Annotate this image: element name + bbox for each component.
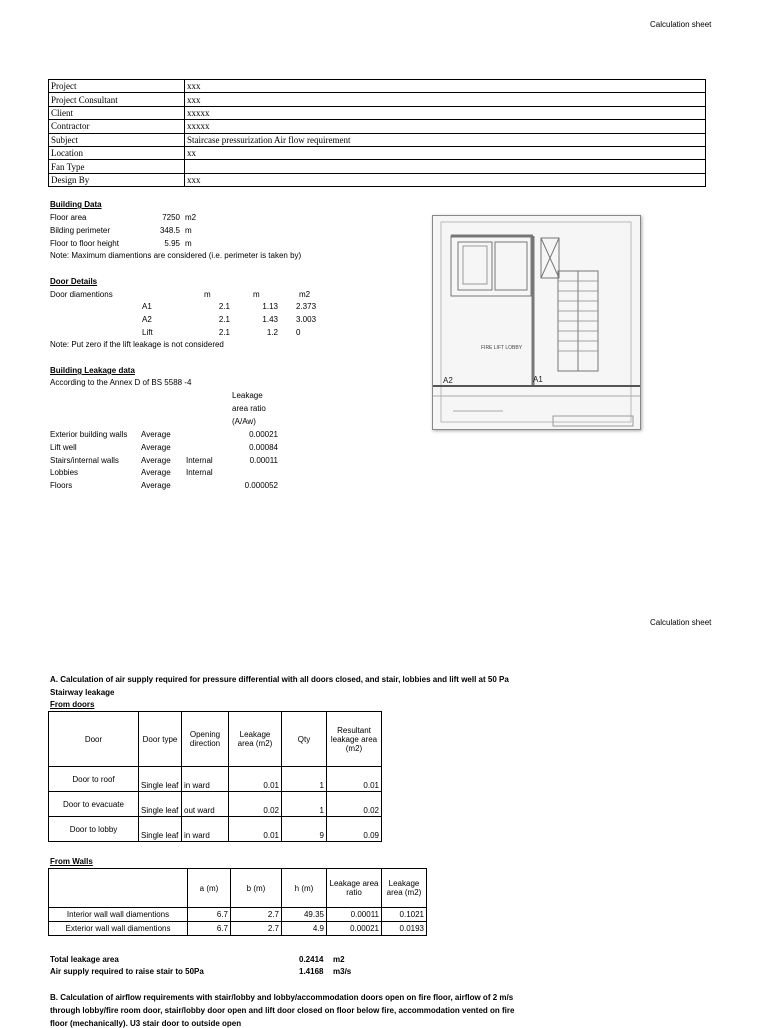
leakage-col-head-3: (A/Aw) xyxy=(232,417,256,426)
door-row-name: Lift xyxy=(142,328,153,337)
door-unit-w: m xyxy=(253,290,260,299)
door-unit-a: m2 xyxy=(299,290,311,299)
floor-plan-image xyxy=(432,215,641,430)
leakage-row-value: 0.00021 xyxy=(249,430,278,439)
door-row-height: 2.1 xyxy=(218,315,230,324)
project-row xyxy=(49,173,706,186)
door-row-width: 1.2 xyxy=(266,328,278,337)
door-table-cell: 9 xyxy=(282,817,327,842)
door-table-cell: 0.09 xyxy=(327,817,382,842)
door-table-cell: out ward xyxy=(182,792,229,817)
total-leakage-label: Total leakage area xyxy=(50,955,119,964)
building-row-label: Floor to floor height xyxy=(50,239,119,248)
wall-table-cell: 0.0193 xyxy=(382,922,427,936)
door-a2-label: A2 xyxy=(443,376,453,385)
leakage-row-label: Lift well xyxy=(50,443,77,452)
wall-table-cell: 2.7 xyxy=(231,908,282,922)
door-row-width: 1.13 xyxy=(262,302,278,311)
project-row-label: Location xyxy=(49,146,185,159)
door-table-cell: in ward xyxy=(182,767,229,792)
door-row-area: 3.003 xyxy=(296,315,317,324)
leakage-row-class: Average xyxy=(141,430,171,439)
door-unit-h: m xyxy=(204,290,211,299)
lobby-label: FIRE LIFT LOBBY xyxy=(481,345,523,351)
building-row-label: Floor area xyxy=(50,213,87,222)
wall-table-header: h (m) xyxy=(282,869,327,908)
project-row-label: Subject xyxy=(49,133,185,146)
project-row xyxy=(49,146,706,159)
door-dimensions-label: Door diamentions xyxy=(50,290,113,299)
wall-table-cell: 2.7 xyxy=(231,922,282,936)
wall-table-cell: Exterior wall wall diamentions xyxy=(49,922,188,936)
project-row xyxy=(49,93,706,106)
door-table-header: Door type xyxy=(139,712,182,767)
door-table-cell: 1 xyxy=(282,792,327,817)
door-row-height: 2.1 xyxy=(218,328,230,337)
door-table-header: Qty xyxy=(282,712,327,767)
project-row-label: Project xyxy=(49,80,185,93)
project-row-value: xx xyxy=(185,146,706,159)
wall-table-header: Leakage area ratio xyxy=(327,869,382,908)
door-row-area: 2.373 xyxy=(296,302,317,311)
project-row xyxy=(49,160,706,173)
door-table-header: Resultant leakage area (m2) xyxy=(327,712,382,767)
project-row xyxy=(49,106,706,119)
leakage-row-label: Exterior building walls xyxy=(50,430,128,439)
building-row-unit: m xyxy=(185,226,192,235)
door-table-cell: 0.02 xyxy=(229,792,282,817)
sheet-header-2: Calculation sheet xyxy=(650,618,712,627)
floor-plan-drawing xyxy=(433,216,640,429)
section-a-title: A. Calculation of air supply required for pressure differential with all doors closed, and stair, lobbies and lift well at 50 Pa xyxy=(50,675,509,684)
wall-table-cell: 0.1021 xyxy=(382,908,427,922)
total-leakage-value: 0.2414 xyxy=(299,955,324,964)
door-table-cell: Single leaf xyxy=(139,792,182,817)
leakage-row-type: Internal xyxy=(186,468,213,477)
wall-table-cell: 4.9 xyxy=(282,922,327,936)
wall-table-cell: 49.35 xyxy=(282,908,327,922)
door-table-cell: 0.02 xyxy=(327,792,382,817)
building-note: Note: Maximum diamentions are considered (i.e. perimeter is taken by) xyxy=(50,251,302,260)
leakage-col-head-2: area ratio xyxy=(232,404,266,413)
door-table-header: Leakage area (m2) xyxy=(229,712,282,767)
leakage-row-class: Average xyxy=(141,443,171,452)
total-leakage-unit: m2 xyxy=(333,955,345,964)
project-row xyxy=(49,80,706,93)
project-row-value xyxy=(185,160,706,173)
door-table-row xyxy=(49,817,382,842)
door-details-title: Door Details xyxy=(50,277,98,286)
door-table-row xyxy=(49,792,382,817)
project-row-label: Project Consultant xyxy=(49,93,185,106)
leakage-subtitle: According to the Annex D of BS 5588 -4 xyxy=(50,378,192,387)
wall-table-cell: 0.00011 xyxy=(327,908,382,922)
building-row-value: 5.95 xyxy=(164,239,180,248)
door-table-header: Opening direction xyxy=(182,712,229,767)
door-row-height: 2.1 xyxy=(218,302,230,311)
leakage-row-label: Floors xyxy=(50,481,73,490)
door-table-cell: 1 xyxy=(282,767,327,792)
leakage-row-class: Average xyxy=(141,481,171,490)
door-table-cell: Door to lobby xyxy=(49,817,139,842)
project-row-label: Contractor xyxy=(49,120,185,133)
door-row-name: A2 xyxy=(142,315,152,324)
project-row-value: xxx xyxy=(185,93,706,106)
section-b-line-3: floor (mechanically). U3 stair door to outside open xyxy=(50,1019,242,1028)
wall-table-header: Leakage area (m2) xyxy=(382,869,427,908)
leakage-row-label: Lobbies xyxy=(50,468,79,477)
wall-table-row xyxy=(49,908,427,922)
air-supply-unit: m3/s xyxy=(333,967,352,976)
project-row-value: xxxxx xyxy=(185,106,706,119)
section-b-line-1: B. Calculation of airflow requirements with stair/lobby and lobby/accommodation doors open on fire floor, airflow of 2 m/s xyxy=(50,993,514,1002)
leakage-row-type: Internal xyxy=(186,456,213,465)
door-table-cell: 0.01 xyxy=(327,767,382,792)
stairway-leakage-label: Stairway leakage xyxy=(50,688,115,697)
building-data-title: Building Data xyxy=(50,200,102,209)
building-row-unit: m xyxy=(185,239,192,248)
door-table-cell: Single leaf xyxy=(139,767,182,792)
project-row-value: xxx xyxy=(185,80,706,93)
door-table-cell: Door to evacuate xyxy=(49,792,139,817)
leakage-row-class: Average xyxy=(141,468,171,477)
wall-table-header: a (m) xyxy=(188,869,231,908)
door-row-name: A1 xyxy=(142,302,152,311)
project-row xyxy=(49,120,706,133)
door-table-cell: in ward xyxy=(182,817,229,842)
project-row-label: Design By xyxy=(49,173,185,186)
door-table-cell: Door to roof xyxy=(49,767,139,792)
from-walls-label: From Walls xyxy=(50,857,93,866)
wall-table-header: b (m) xyxy=(231,869,282,908)
building-row-value: 7250 xyxy=(162,213,180,222)
building-row-label: Bilding perimeter xyxy=(50,226,111,235)
door-table-cell: 0.01 xyxy=(229,817,282,842)
door-leakage-table xyxy=(48,711,382,842)
wall-table-header xyxy=(49,869,188,908)
door-table-row xyxy=(49,767,382,792)
project-row-value: xxx xyxy=(185,173,706,186)
wall-table-row xyxy=(49,922,427,936)
door-note: Note: Put zero if the lift leakage is not considered xyxy=(50,340,224,349)
leakage-title: Building Leakage data xyxy=(50,366,135,375)
building-row-unit: m2 xyxy=(185,213,197,222)
leakage-col-head-1: Leakage xyxy=(232,391,263,400)
door-row-area: 0 xyxy=(296,328,301,337)
project-row xyxy=(49,133,706,146)
leakage-row-value: 0.00084 xyxy=(249,443,278,452)
leakage-row-class: Average xyxy=(141,456,171,465)
project-row-label: Client xyxy=(49,106,185,119)
air-supply-value: 1.4168 xyxy=(299,967,324,976)
project-info-table xyxy=(48,79,706,187)
wall-table-cell: 6.7 xyxy=(188,922,231,936)
wall-table-cell: Interior wall wall diamentions xyxy=(49,908,188,922)
section-b-line-2: through lobby/fire room door, stair/lobby door open and lift door closed on floor below fire, accommodation vented on fire xyxy=(50,1006,515,1015)
door-row-width: 1.43 xyxy=(262,315,278,324)
leakage-row-value: 0.000052 xyxy=(244,481,278,490)
building-row-value: 348.5 xyxy=(159,226,180,235)
project-row-value: Staircase pressurization Air flow requirement xyxy=(185,133,706,146)
door-a1-label: A1 xyxy=(533,375,543,384)
wall-leakage-table xyxy=(48,868,427,936)
wall-table-cell: 6.7 xyxy=(188,908,231,922)
wall-table-cell: 0.00021 xyxy=(327,922,382,936)
door-table-header: Door xyxy=(49,712,139,767)
project-row-value: xxxxx xyxy=(185,120,706,133)
door-table-cell: 0.01 xyxy=(229,767,282,792)
project-row-label: Fan Type xyxy=(49,160,185,173)
from-doors-label: From doors xyxy=(50,700,95,709)
air-supply-label: Air supply required to raise stair to 50Pa xyxy=(50,967,204,976)
leakage-row-label: Stairs/internal walls xyxy=(50,456,119,465)
leakage-row-value: 0.00011 xyxy=(249,456,278,465)
door-table-cell: Single leaf xyxy=(139,817,182,842)
sheet-header: Calculation sheet xyxy=(650,20,712,29)
